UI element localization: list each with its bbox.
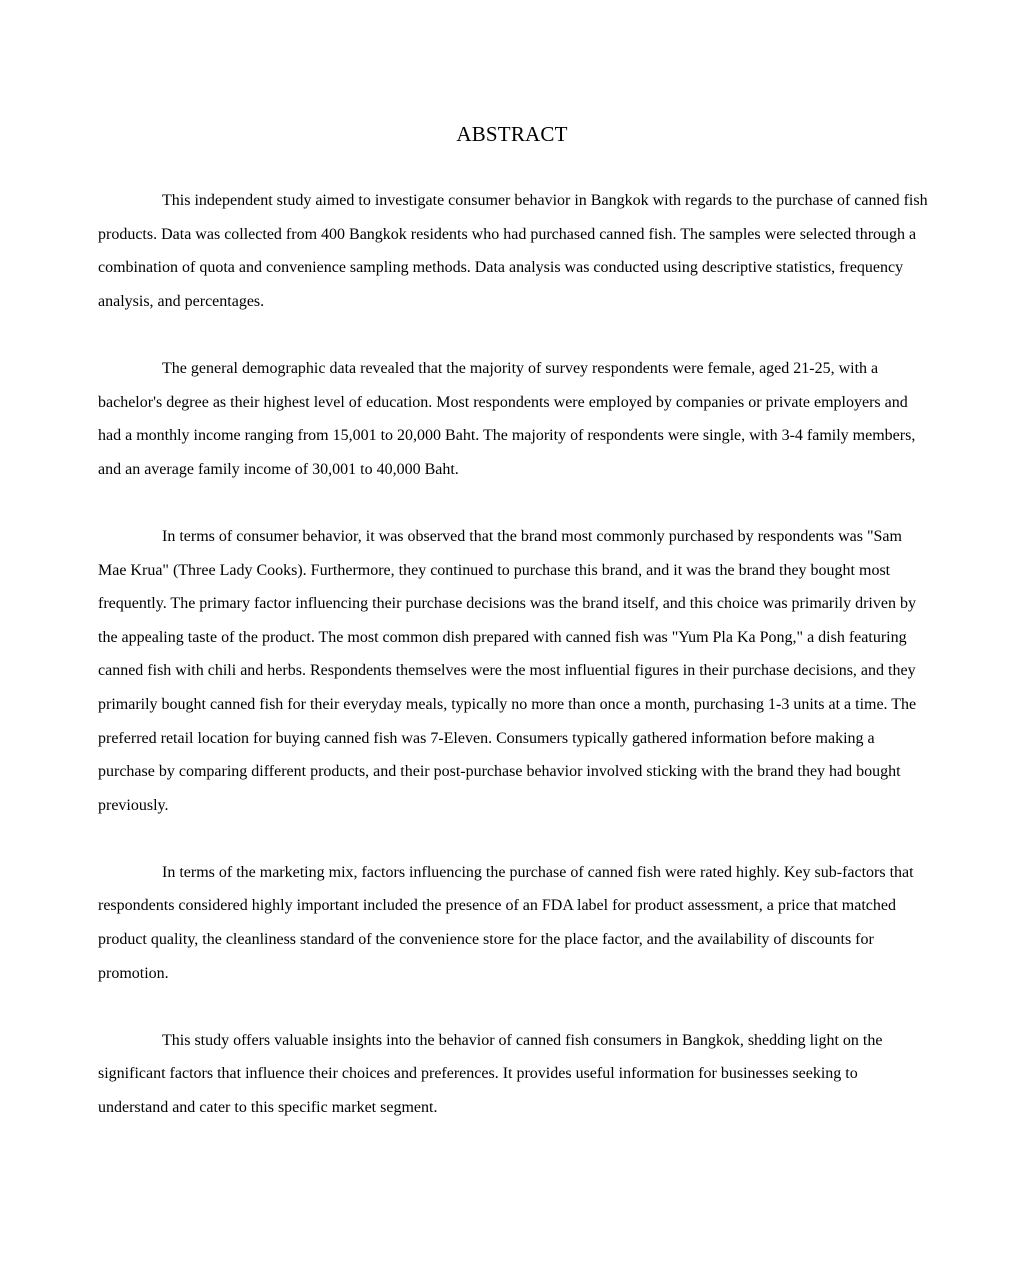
abstract-paragraph-3: In terms of consumer behavior, it was observed that the brand most commonly purchased by respondents was "Sam Mae Krua" (Three Lady Cooks). Furthermore, they continued to purchase this brand, and it was the brand they bought most frequently. The primary factor influencing their purchase decisions was the brand itself, and this choice was primarily driven by the appealing taste of the product. The most common dish prepared with canned fish was "Yum Pla Ka Pong," a dish featuring canned fish with chili and herbs. Respondents themselves were the most influential figures in their purchase decisions, and they primarily bought canned fish for their everyday meals, typically no more than once a month, purchasing 1-3 units at a time. The preferred retail location for buying canned fish was 7-Eleven. Consumers typically gathered information before making a purchase by comparing different products, and their post-purchase behavior involved sticking with the brand they had bought previously.: [98, 527, 917, 814]
abstract-title: ABSTRACT: [456, 122, 568, 146]
abstract-paragraph-1: This independent study aimed to investigate consumer behavior in Bangkok with regards to the purchase of canned fish products. Data was collected from 400 Bangkok residents who had purchased canned fish. The samples were selected through a combination of quota and convenience sampling methods. Data analysis was conducted using descriptive statistics, frequency analysis, and percentages.: [98, 192, 928, 310]
abstract-body: [98, 184, 930, 1125]
abstract-paragraph-4: In terms of the marketing mix, factors influencing the purchase of canned fish were rated highly. Key sub-factors that respondents considered highly important included the presence of an FDA label for product assessment, a price that matched product quality, the cleanliness standard of the convenience store for the place factor, and the availability of discounts for promotion.: [98, 863, 914, 982]
abstract-paragraph-2: The general demographic data revealed that the majority of survey respondents were female, aged 21-25, with a bachelor's degree as their highest level of education. Most respondents were employed by companies or private employers and had a monthly income ranging from 15,001 to 20,000 Baht. The majority of respondents were single, with 3-4 family members, and an average family income of 30,001 to 40,000 Baht.: [98, 359, 916, 478]
abstract-paragraph-5: This study offers valuable insights into the behavior of canned fish consumers in Bangkok, shedding light on the significant factors that influence their choices and preferences. It provides useful information for businesses seeking to understand and cater to this specific market segment.: [98, 1031, 883, 1117]
